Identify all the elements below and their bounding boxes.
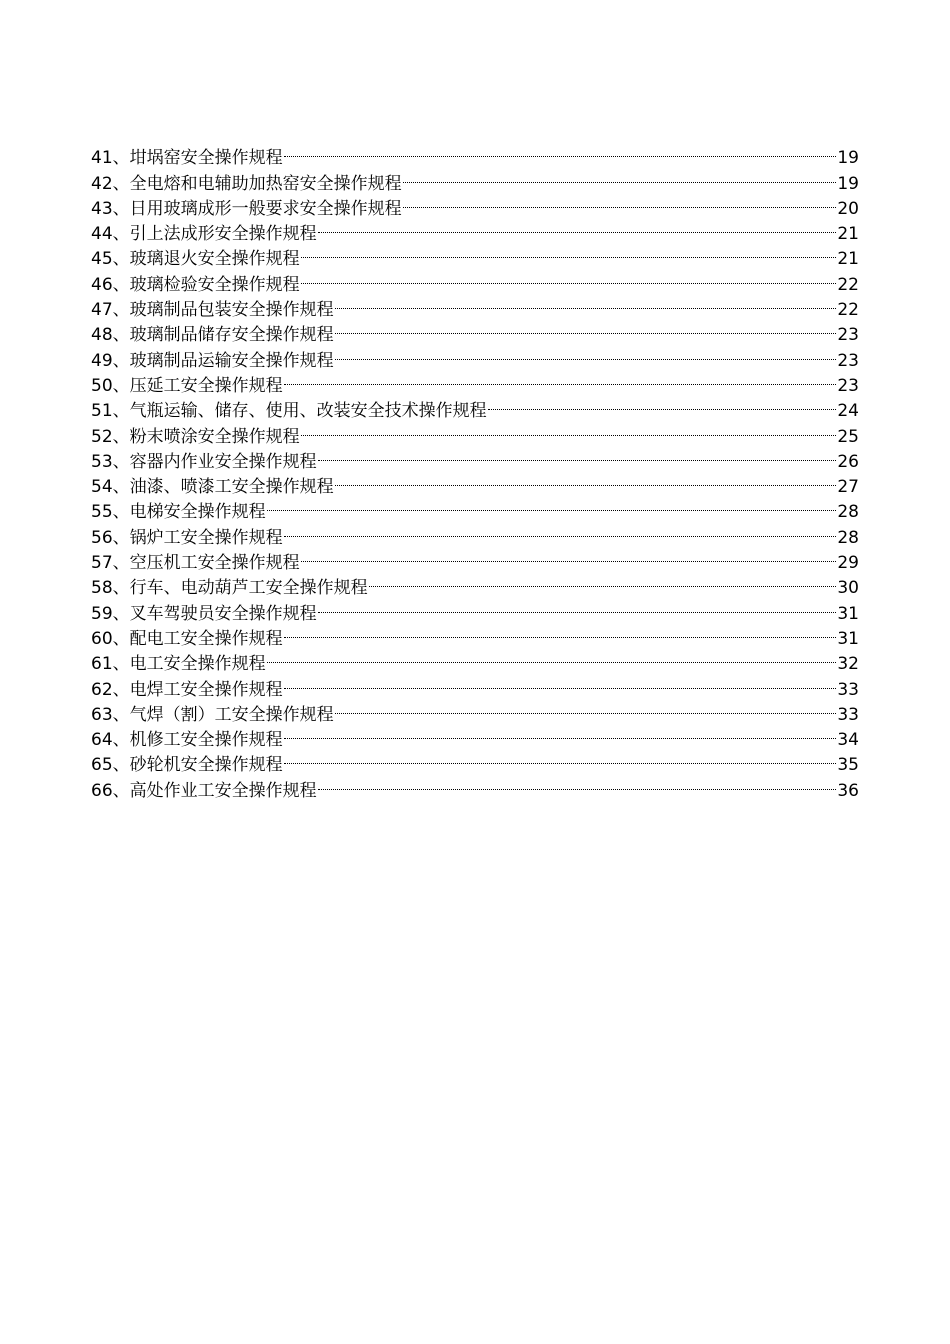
toc-entry-title: 玻璃制品储存安全操作规程 xyxy=(129,325,334,346)
toc-entry-number: 42 xyxy=(91,173,113,194)
toc-entry-page-number: 23 xyxy=(837,375,859,396)
toc-entry-title: 玻璃制品运输安全操作规程 xyxy=(129,350,334,371)
toc-entry-separator: 、 xyxy=(112,780,130,801)
dot-leader xyxy=(267,644,837,669)
dot-leader xyxy=(284,745,837,770)
toc-entry-separator: 、 xyxy=(112,527,130,548)
toc-entry-page-number: 27 xyxy=(837,477,859,498)
toc-entry-page-number: 26 xyxy=(837,451,859,472)
toc-entry-page-number: 36 xyxy=(837,780,859,801)
toc-entry-page-number: 33 xyxy=(837,704,859,725)
toc-entry-separator: 、 xyxy=(112,426,130,447)
toc-entry-separator: 、 xyxy=(112,350,130,371)
toc-entry-number: 57 xyxy=(91,553,113,574)
dot-leader xyxy=(318,770,837,795)
toc-entry-separator: 、 xyxy=(112,325,130,346)
dot-leader xyxy=(301,239,837,264)
toc-entry-page-number: 21 xyxy=(837,224,859,245)
toc-entry-number: 65 xyxy=(91,755,113,776)
toc-entry-number: 54 xyxy=(91,477,113,498)
toc-entry-page-number: 21 xyxy=(837,249,859,270)
toc-entry-page-number: 19 xyxy=(837,148,859,169)
toc-entry-separator: 、 xyxy=(112,553,130,574)
toc-entry-page-number: 28 xyxy=(837,502,859,523)
toc-entry-separator: 、 xyxy=(112,628,130,649)
dot-leader xyxy=(301,543,837,568)
toc-entry-page-number: 24 xyxy=(837,401,859,422)
toc-entry-number: 49 xyxy=(91,350,113,371)
toc-entry-separator: 、 xyxy=(112,173,130,194)
toc-entry-number: 63 xyxy=(91,704,113,725)
toc-entry-page-number: 22 xyxy=(837,274,859,295)
toc-entry-title: 行车、电动葫芦工安全操作规程 xyxy=(129,578,368,599)
toc-entry-number: 59 xyxy=(91,603,113,624)
toc-entry-title: 压延工安全操作规程 xyxy=(129,375,283,396)
dot-leader xyxy=(267,492,837,517)
toc-entry-page-number: 34 xyxy=(837,730,859,751)
dot-leader xyxy=(335,315,837,340)
toc-entry-number: 44 xyxy=(91,224,113,245)
toc-entry-title: 油漆、喷漆工安全操作规程 xyxy=(129,477,334,498)
toc-entry-title: 气焊（割）工安全操作规程 xyxy=(129,704,334,725)
toc-entry-title: 空压机工安全操作规程 xyxy=(129,553,300,574)
toc-entry-title: 电梯安全操作规程 xyxy=(129,502,266,523)
toc-entry-separator: 、 xyxy=(112,249,130,270)
toc-entry-separator: 、 xyxy=(112,603,130,624)
toc-entry-title: 玻璃检验安全操作规程 xyxy=(129,274,300,295)
toc-entry-page-number: 23 xyxy=(837,350,859,371)
toc-entry-page-number: 28 xyxy=(837,527,859,548)
toc-entry-page-number: 31 xyxy=(837,603,859,624)
dot-leader xyxy=(301,416,837,441)
dot-leader xyxy=(318,214,837,239)
toc-entry-title: 引上法成形安全操作规程 xyxy=(129,224,317,245)
dot-leader xyxy=(403,189,837,214)
toc-entry-separator: 、 xyxy=(112,477,130,498)
toc-entry-number: 45 xyxy=(91,249,113,270)
toc-entry-number: 48 xyxy=(91,325,113,346)
toc-entry-number: 46 xyxy=(91,274,113,295)
toc-entry-number: 66 xyxy=(91,780,113,801)
toc-entry-separator: 、 xyxy=(112,451,130,472)
toc-entry-page-number: 35 xyxy=(837,755,859,776)
toc-entry-title: 玻璃制品包装安全操作规程 xyxy=(129,300,334,321)
toc-entry-separator: 、 xyxy=(112,198,130,219)
toc-entry-page-number: 20 xyxy=(837,198,859,219)
toc-entry-separator: 、 xyxy=(112,224,130,245)
toc-entry-title: 容器内作业安全操作规程 xyxy=(129,451,317,472)
dot-leader xyxy=(284,619,837,644)
toc-entry-separator: 、 xyxy=(112,578,130,599)
dot-leader xyxy=(284,138,837,163)
toc-entry-title: 坩埚窑安全操作规程 xyxy=(129,148,283,169)
toc-entry-number: 62 xyxy=(91,679,113,700)
toc-entry-number: 51 xyxy=(91,401,113,422)
toc-entry-separator: 、 xyxy=(112,300,130,321)
toc-entry-title: 粉末喷涂安全操作规程 xyxy=(129,426,300,447)
toc-entry-page-number: 31 xyxy=(837,628,859,649)
toc-entry-title: 砂轮机安全操作规程 xyxy=(129,755,283,776)
toc-entry-separator: 、 xyxy=(112,730,130,751)
toc-entry-title: 电焊工安全操作规程 xyxy=(129,679,283,700)
dot-leader xyxy=(488,391,837,416)
table-of-contents xyxy=(91,138,859,801)
dot-leader xyxy=(284,366,837,391)
toc-entry-separator: 、 xyxy=(112,755,130,776)
dot-leader xyxy=(318,442,837,467)
toc-entry-number: 61 xyxy=(91,654,113,675)
toc-entry-number: 60 xyxy=(91,628,113,649)
dot-leader xyxy=(284,517,837,542)
dot-leader xyxy=(403,163,837,188)
toc-entry-separator: 、 xyxy=(112,502,130,523)
toc-entry-page-number: 32 xyxy=(837,654,859,675)
toc-entry-number: 52 xyxy=(91,426,113,447)
toc-entry-separator: 、 xyxy=(112,148,130,169)
toc-entry-number: 56 xyxy=(91,527,113,548)
toc-entry-separator: 、 xyxy=(112,704,130,725)
toc-entry-title: 锅炉工安全操作规程 xyxy=(129,527,283,548)
dot-leader xyxy=(318,593,837,618)
toc-entry-separator: 、 xyxy=(112,654,130,675)
toc-entry-page-number: 19 xyxy=(837,173,859,194)
toc-entry-number: 47 xyxy=(91,300,113,321)
toc-entry-number: 58 xyxy=(91,578,113,599)
dot-leader xyxy=(284,720,837,745)
toc-entry-page-number: 25 xyxy=(837,426,859,447)
toc-entry-separator: 、 xyxy=(112,679,130,700)
toc-entry-number: 41 xyxy=(91,148,113,169)
toc-entry-number: 64 xyxy=(91,730,113,751)
toc-entry-page-number: 30 xyxy=(837,578,859,599)
toc-entry-separator: 、 xyxy=(112,274,130,295)
dot-leader xyxy=(335,290,837,315)
toc-entry[interactable] xyxy=(91,138,859,169)
toc-entry-title: 高处作业工安全操作规程 xyxy=(129,780,317,801)
toc-entry-number: 50 xyxy=(91,375,113,396)
dot-leader xyxy=(369,568,837,593)
dot-leader xyxy=(335,467,837,492)
dot-leader xyxy=(335,695,837,720)
toc-entry-title: 叉车驾驶员安全操作规程 xyxy=(129,603,317,624)
toc-entry-title: 日用玻璃成形一般要求安全操作规程 xyxy=(129,198,402,219)
toc-entry-page-number: 23 xyxy=(837,325,859,346)
toc-entry-title: 机修工安全操作规程 xyxy=(129,730,283,751)
toc-entry-title: 全电熔和电辅助加热窑安全操作规程 xyxy=(129,173,402,194)
toc-entry-page-number: 29 xyxy=(837,553,859,574)
toc-entry-title: 玻璃退火安全操作规程 xyxy=(129,249,300,270)
dot-leader xyxy=(284,669,837,694)
toc-entry-separator: 、 xyxy=(112,375,130,396)
toc-entry-separator: 、 xyxy=(112,401,130,422)
toc-entry-title: 气瓶运输、储存、使用、改装安全技术操作规程 xyxy=(129,401,487,422)
toc-entry-number: 53 xyxy=(91,451,113,472)
toc-entry-title: 电工安全操作规程 xyxy=(129,654,266,675)
dot-leader xyxy=(301,264,837,289)
toc-entry-number: 55 xyxy=(91,502,113,523)
toc-entry-page-number: 33 xyxy=(837,679,859,700)
toc-entry-page-number: 22 xyxy=(837,300,859,321)
toc-entry-title: 配电工安全操作规程 xyxy=(129,628,283,649)
toc-entry-number: 43 xyxy=(91,198,113,219)
dot-leader xyxy=(335,340,837,365)
